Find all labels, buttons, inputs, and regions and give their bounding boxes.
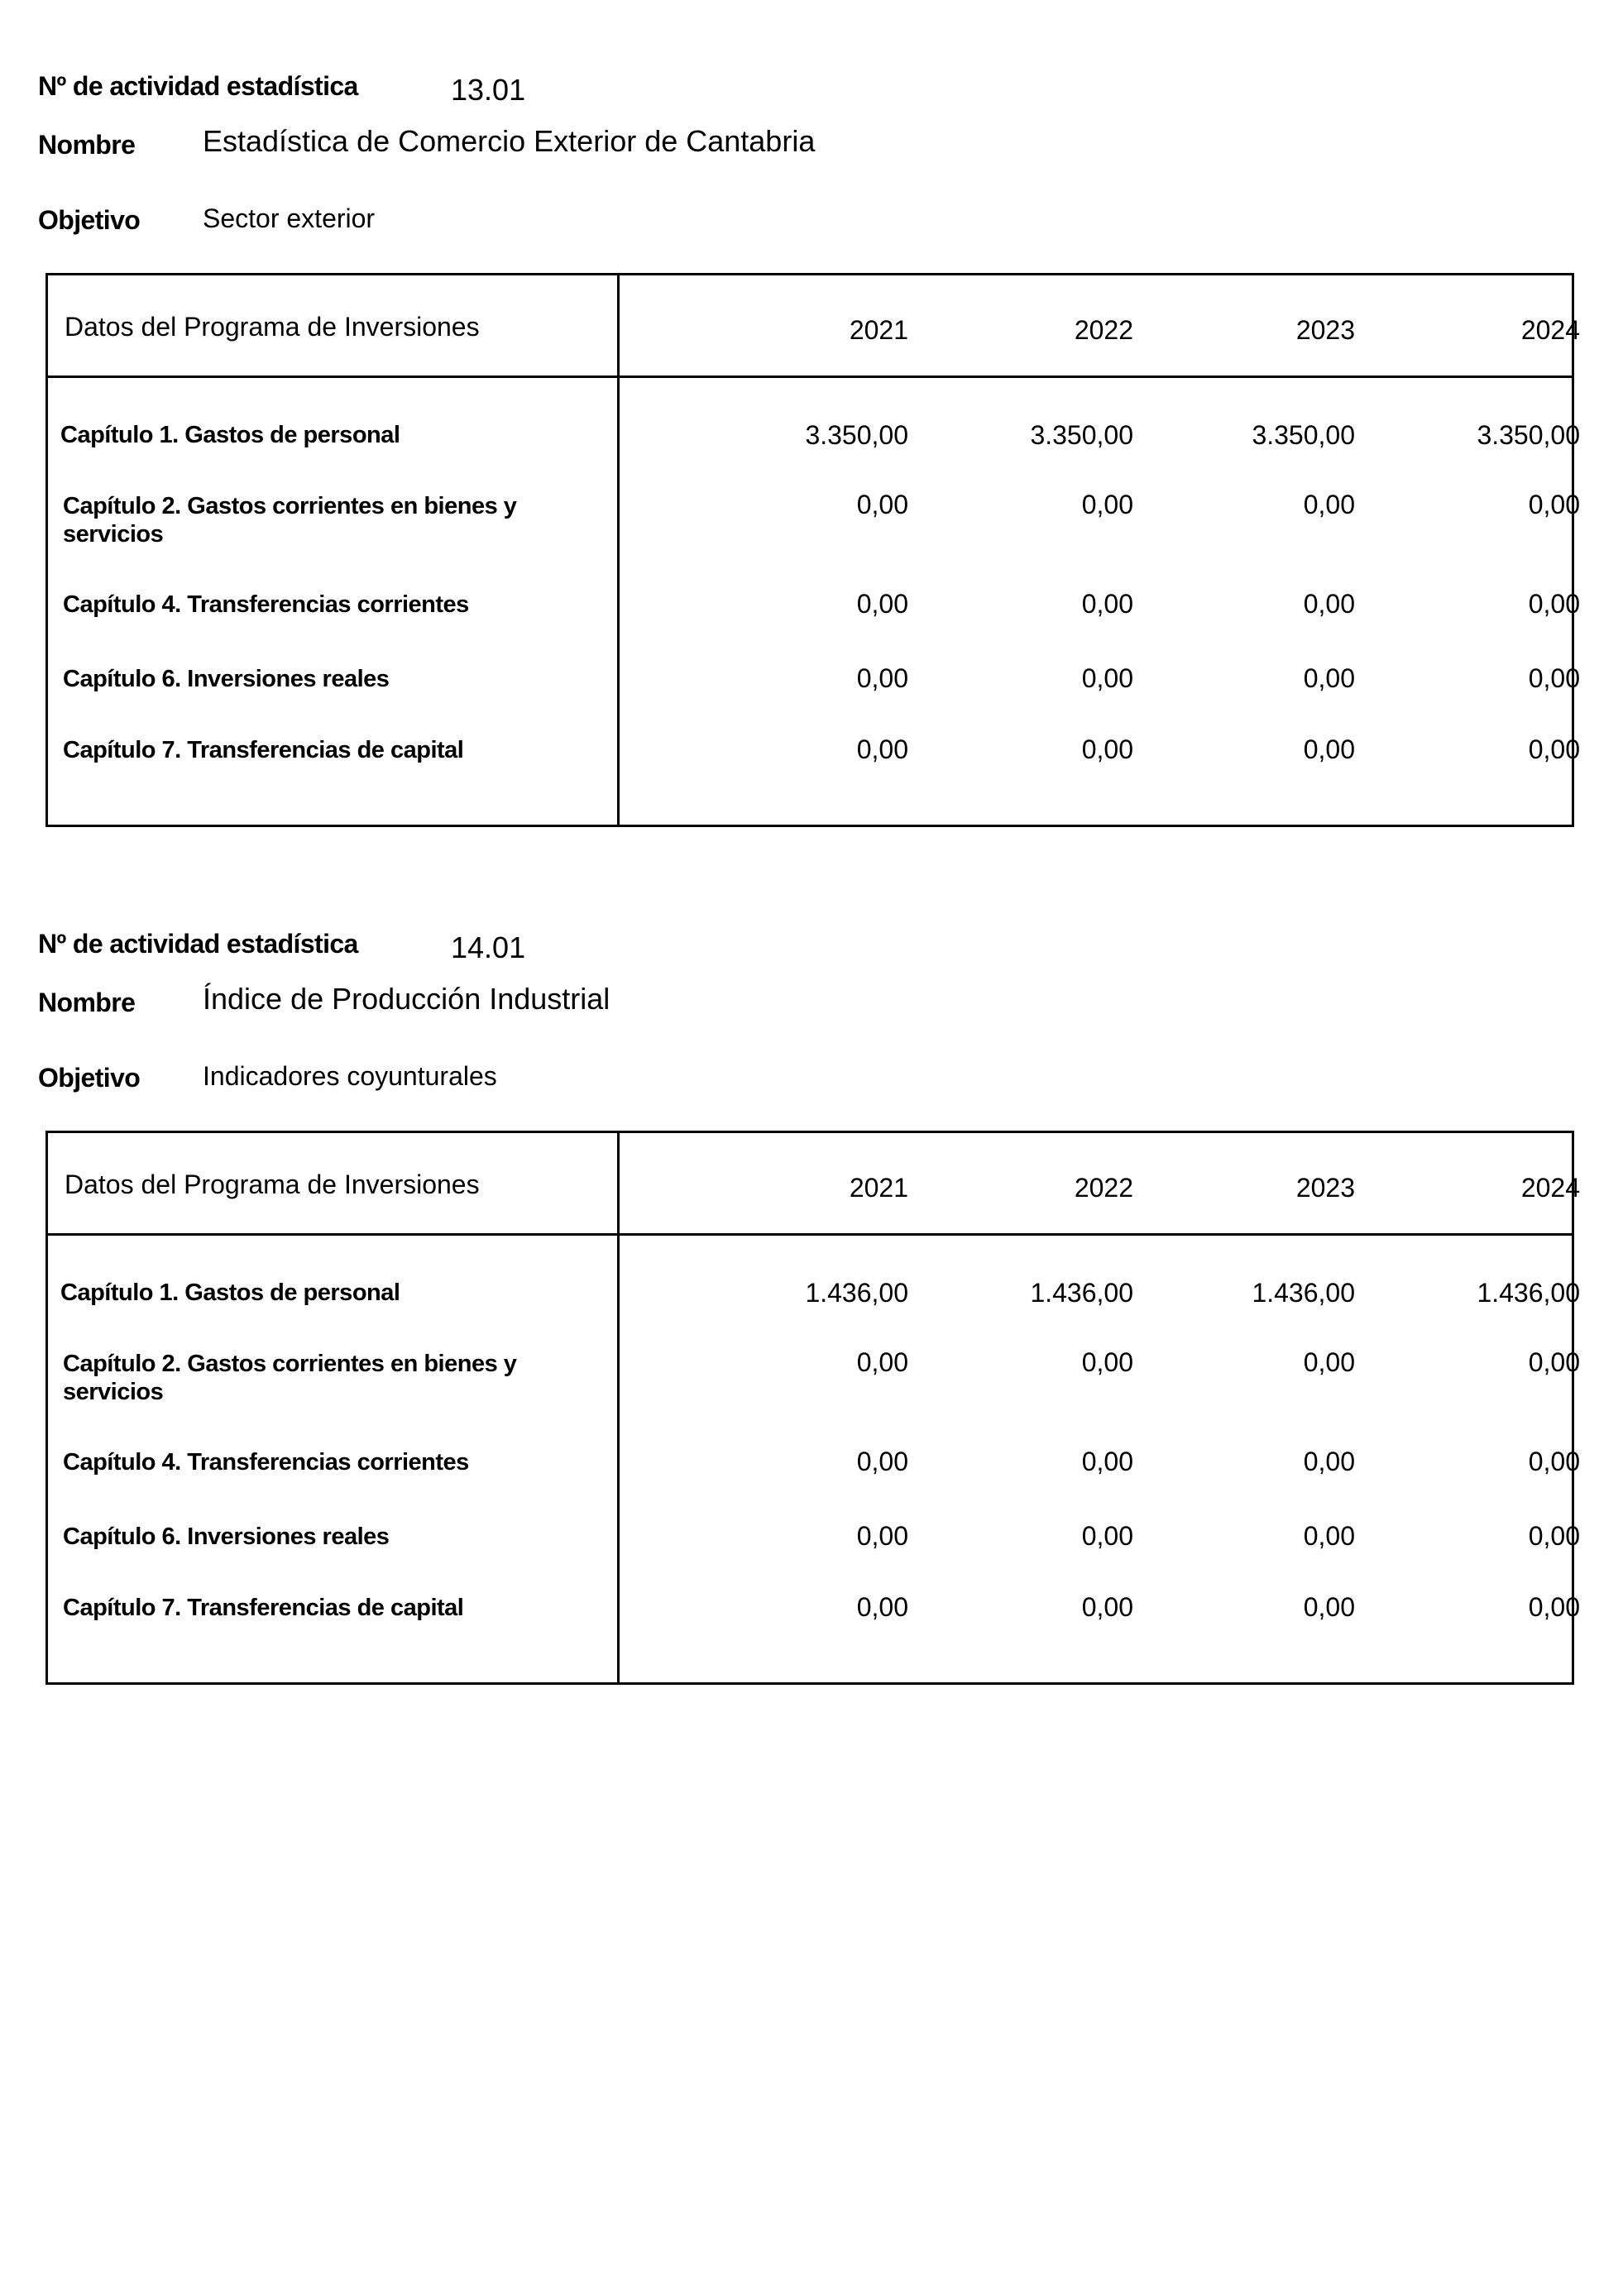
- row-value: 0,00: [856, 663, 908, 693]
- row-label: Capítulo 2. Gastos corrientes en bienes y servicios: [63, 493, 517, 548]
- row-value: 0,00: [1081, 663, 1133, 693]
- row-value: 0,00: [1303, 490, 1355, 519]
- row-value: 0,00: [1528, 734, 1580, 764]
- column-divider: [617, 1133, 620, 1682]
- table-title: Datos del Programa de Inversiones: [65, 1170, 480, 1199]
- year-header: 2024: [1520, 315, 1580, 345]
- row-value: 3.350,00: [1252, 420, 1355, 450]
- row-value: 0,00: [1303, 734, 1355, 764]
- row-value: 0,00: [1303, 1592, 1355, 1622]
- year-header: 2022: [1074, 1173, 1133, 1203]
- row-value: 1.436,00: [1252, 1278, 1355, 1308]
- row-label: Capítulo 1. Gastos de personal: [60, 1280, 400, 1306]
- row-value: 0,00: [1081, 1447, 1133, 1476]
- year-header: 2023: [1295, 1173, 1355, 1203]
- year-header: 2021: [849, 315, 908, 345]
- row-value: 3.350,00: [1477, 420, 1580, 450]
- objective-label: Objetivo: [38, 1063, 141, 1093]
- row-value: 3.350,00: [1030, 420, 1133, 450]
- row-value: 0,00: [1081, 490, 1133, 519]
- column-divider: [617, 275, 620, 825]
- year-header: 2021: [849, 1173, 908, 1203]
- row-value: 0,00: [856, 490, 908, 519]
- activity-number-label: Nº de actividad estadística: [38, 71, 358, 101]
- row-value: 0,00: [1528, 1592, 1580, 1622]
- name-value: Estadística de Comercio Exterior de Cantabria: [203, 124, 816, 158]
- objective-value: Sector exterior: [203, 203, 376, 233]
- name-value: Índice de Producción Industrial: [203, 982, 610, 1016]
- row-value: 0,00: [856, 589, 908, 619]
- row-value: 0,00: [1303, 1447, 1355, 1476]
- header-divider: [48, 1233, 1572, 1236]
- table-title: Datos del Programa de Inversiones: [65, 312, 480, 342]
- investment-table: [45, 1131, 1580, 1685]
- row-value: 0,00: [856, 1592, 908, 1622]
- row-label: Capítulo 1. Gastos de personal: [60, 422, 400, 448]
- row-value: 0,00: [1081, 589, 1133, 619]
- year-header: 2022: [1074, 315, 1133, 345]
- row-value: 0,00: [1528, 1347, 1580, 1377]
- row-label: Capítulo 4. Transferencias corrientes: [63, 1449, 469, 1476]
- row-value: 0,00: [1528, 663, 1580, 693]
- row-value: 0,00: [1303, 663, 1355, 693]
- row-value: 0,00: [856, 1447, 908, 1476]
- activity-number-label: Nº de actividad estadística: [38, 929, 358, 959]
- row-label: Capítulo 7. Transferencias de capital: [63, 737, 464, 763]
- row-label: Capítulo 7. Transferencias de capital: [63, 1595, 464, 1621]
- row-value: 0,00: [1528, 1521, 1580, 1551]
- row-value: 0,00: [1528, 490, 1580, 519]
- row-value: 0,00: [1528, 1447, 1580, 1476]
- row-value: 0,00: [1081, 1521, 1133, 1551]
- row-value: 0,00: [1303, 589, 1355, 619]
- row-value: 0,00: [856, 734, 908, 764]
- year-header: 2023: [1295, 315, 1355, 345]
- name-label: Nombre: [38, 988, 136, 1017]
- row-label: Capítulo 6. Inversiones reales: [63, 666, 390, 692]
- objective-label: Objetivo: [38, 205, 141, 235]
- row-value: 0,00: [1081, 1347, 1133, 1377]
- row-value: 1.436,00: [1030, 1278, 1133, 1308]
- name-label: Nombre: [38, 130, 136, 160]
- investment-table: [45, 273, 1580, 827]
- header-divider: [48, 375, 1572, 378]
- row-value: 1.436,00: [805, 1278, 908, 1308]
- row-value: 1.436,00: [1477, 1278, 1580, 1308]
- row-label: Capítulo 4. Transferencias corrientes: [63, 591, 469, 618]
- objective-value: Indicadores coyunturales: [203, 1061, 497, 1091]
- year-header: 2024: [1520, 1173, 1580, 1203]
- row-value: 0,00: [1303, 1521, 1355, 1551]
- row-value: 0,00: [856, 1347, 908, 1377]
- row-value: 0,00: [1081, 734, 1133, 764]
- activity-number-value: 13.01: [451, 73, 526, 107]
- row-value: 0,00: [1303, 1347, 1355, 1377]
- row-label: Capítulo 6. Inversiones reales: [63, 1523, 390, 1550]
- activity-number-value: 14.01: [451, 930, 526, 964]
- row-label: Capítulo 2. Gastos corrientes en bienes y servicios: [63, 1351, 517, 1405]
- row-value: 0,00: [856, 1521, 908, 1551]
- row-value: 3.350,00: [805, 420, 908, 450]
- row-value: 0,00: [1528, 589, 1580, 619]
- row-value: 0,00: [1081, 1592, 1133, 1622]
